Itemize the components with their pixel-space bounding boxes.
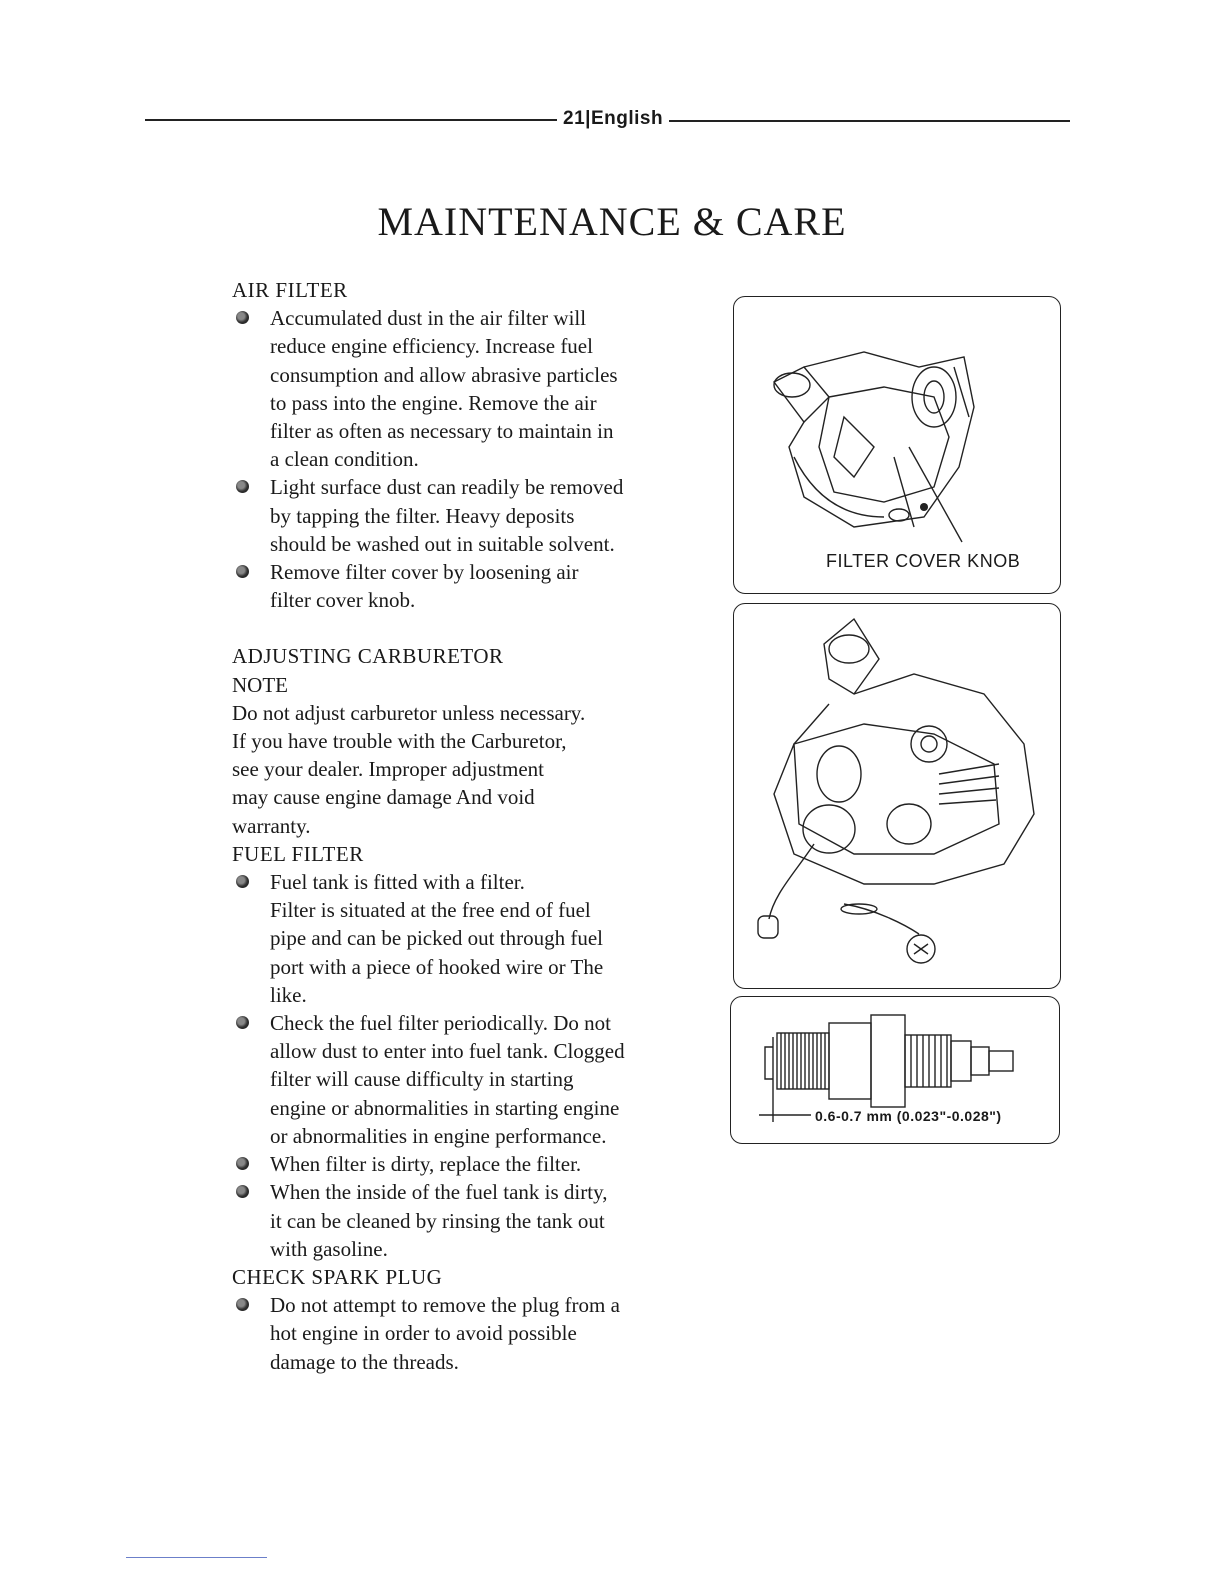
- fuel-filter-bullet-3: When filter is dirty, replace the filter.: [232, 1150, 702, 1178]
- filter-cover-knob-label: FILTER COVER KNOB: [826, 551, 1021, 571]
- carburetor-heading: ADJUSTING CARBURETOR: [232, 644, 504, 669]
- air-filter-illustration: [734, 297, 1060, 593]
- air-filter-bullet-1: Accumulated dust in the air filter will reduce engine efficiency. Increase fuel consumption and allow abrasive particles to pass into the engine. Remove the air filter as often as necessary to maintain in a clean condition.: [232, 304, 702, 473]
- bullet-icon: [236, 480, 249, 493]
- bullet-icon: [236, 1298, 249, 1311]
- fuel-filter-heading: FUEL FILTER: [232, 841, 364, 866]
- header-rule-right: [669, 120, 1070, 122]
- carburetor-note-text: Do not adjust carburetor unless necessary. If you have trouble with the Carburetor, see your dealer. Improper adjustment may cause engine damage And void warranty.: [232, 700, 586, 838]
- fuel-filter-illustration: [734, 604, 1060, 988]
- page-number-label: 21|English: [563, 108, 664, 129]
- bullet-icon: [236, 1157, 249, 1170]
- spark-plug-bullet-1: Do not attempt to remove the plug from a hot engine in order to avoid possible damage to the threads.: [232, 1291, 702, 1376]
- bullet-icon: [236, 1185, 249, 1198]
- bullet-icon: [236, 565, 249, 578]
- spark-plug-figure: [730, 996, 1060, 1144]
- page-header: [145, 108, 1070, 134]
- spark-plug-heading: CHECK SPARK PLUG: [232, 1264, 443, 1289]
- bullet-icon: [236, 1016, 249, 1029]
- page-title: MAINTENANCE & CARE: [377, 199, 847, 244]
- fuel-filter-bullet-2: Check the fuel filter periodically. Do not allow dust to enter into fuel tank. Clogged filter will cause difficulty in starting engine or abnormalities in starting engine or abnormalities in engine performance.: [232, 1009, 702, 1150]
- text-column: [232, 276, 702, 1376]
- air-filter-bullet-2: Light surface dust can readily be removed by tapping the filter. Heavy deposits should be washed out in suitable solvent.: [232, 473, 702, 558]
- bullet-icon: [236, 875, 249, 888]
- header-rule-left: [145, 119, 557, 121]
- fuel-filter-bullet-1: Fuel tank is fitted with a filter. Filter is situated at the free end of fuel pipe and can be picked out through fuel port with a piece of hooked wire or The like.: [232, 868, 702, 1009]
- air-filter-figure: [733, 296, 1061, 594]
- fuel-filter-figure: [733, 603, 1061, 989]
- gap-measurement-label: 0.6-0.7 mm (0.023"-0.028"): [815, 1108, 1002, 1124]
- bullet-icon: [236, 311, 249, 324]
- air-filter-heading: AIR FILTER: [232, 278, 348, 302]
- footer-rule: [126, 1557, 267, 1558]
- fuel-filter-bullet-4: When the inside of the fuel tank is dirty, it can be cleaned by rinsing the tank out with gasoline.: [232, 1178, 702, 1263]
- air-filter-bullet-3: Remove filter cover by loosening air filter cover knob.: [232, 558, 702, 614]
- carburetor-note-label: NOTE: [232, 672, 288, 697]
